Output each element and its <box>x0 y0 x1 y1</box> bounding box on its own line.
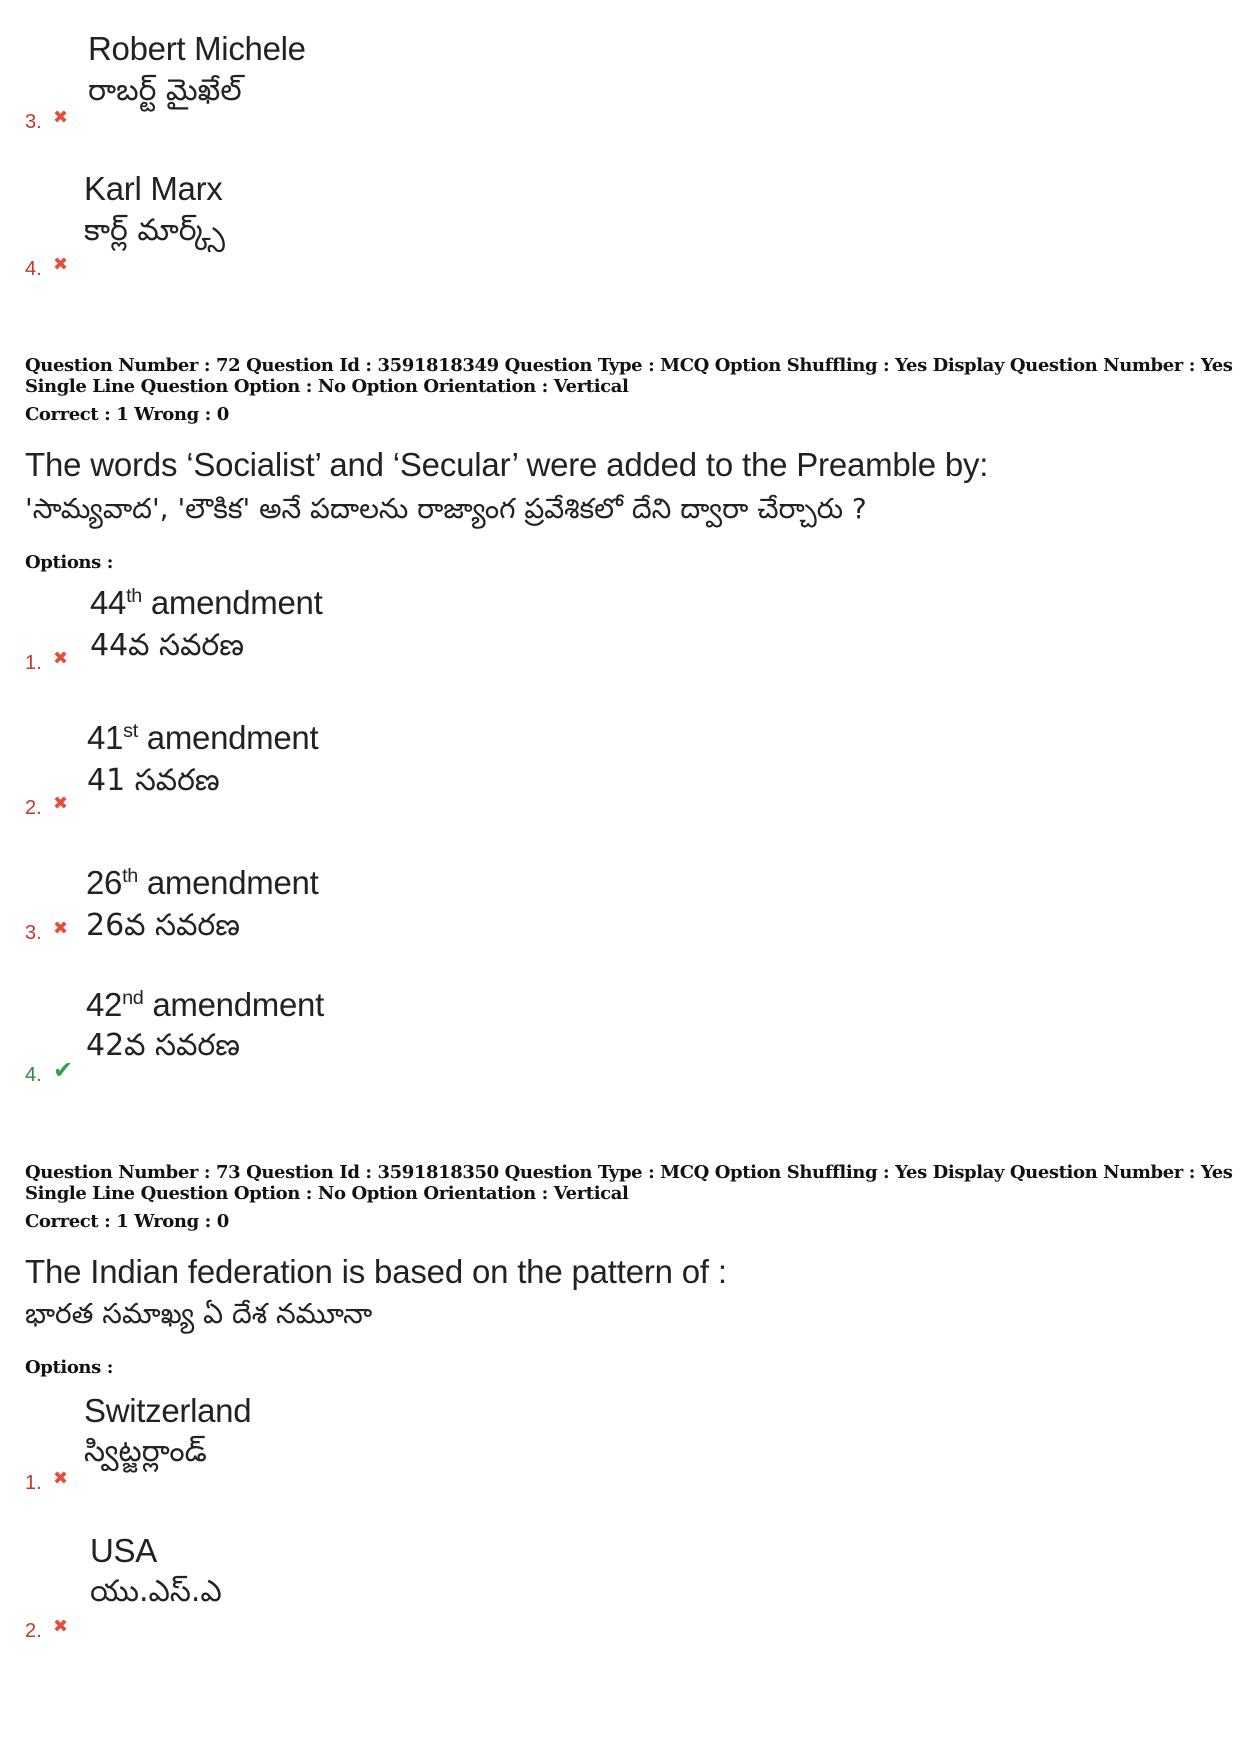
question-meta-line2: Single Line Question Option : No Option Orientation : Vertical <box>25 376 629 397</box>
option-text-te: కార్ల్ మార్క్స్ <box>84 213 225 248</box>
question-marks: Correct : 1 Wrong : 0 <box>25 404 229 425</box>
question-meta-line1: Question Number : 73 Question Id : 3591818350 Question Type : MCQ Option Shuffling : Yes Display Question Number : Yes <box>25 1162 1233 1183</box>
option-row <box>0 982 700 1112</box>
option-text-te: రాబర్ట్ మైఖేల్ <box>88 73 242 108</box>
question-text-en: The Indian federation is based on the pattern of : <box>25 1253 727 1290</box>
option-row <box>0 860 700 990</box>
option-number: 1. <box>25 1472 42 1494</box>
option-text-en: USA <box>90 1532 157 1569</box>
option-text-te: 26వ సవరణ <box>86 908 240 943</box>
question-text-en: The words ‘Socialist’ and ‘Secular’ were added to the Preamble by: <box>25 446 989 483</box>
option-number: 4. <box>25 258 42 280</box>
option-text-en: 44th amendment <box>90 584 323 621</box>
option-row <box>0 715 700 845</box>
option-text-te: 42వ సవరణ <box>86 1028 240 1063</box>
option-number: 2. <box>25 797 42 819</box>
option-row <box>0 1528 700 1658</box>
question-marks: Correct : 1 Wrong : 0 <box>25 1211 229 1232</box>
option-row <box>0 165 700 295</box>
correct-check-icon: ✔ <box>53 1057 74 1084</box>
wrong-cross-icon: ✖ <box>53 648 69 668</box>
question-text-te: 'సామ్యవాద', 'లౌకిక' అనే పదాలను రాజ్యాంగ ప్రవేశికలో దేని ద్వారా చేర్చారు ? <box>25 492 867 525</box>
option-text-en: Switzerland <box>84 1392 252 1429</box>
option-row <box>0 25 700 155</box>
option-number: 4. <box>25 1064 42 1086</box>
wrong-cross-icon: ✖ <box>53 918 69 938</box>
wrong-cross-icon: ✖ <box>53 1616 69 1636</box>
option-text-te: 44వ సవరణ <box>90 628 244 663</box>
options-label: Options : <box>25 552 113 573</box>
option-text-en: 26th amendment <box>86 864 319 901</box>
wrong-cross-icon: ✖ <box>53 793 69 813</box>
option-row <box>0 1388 700 1518</box>
option-number: 1. <box>25 652 42 674</box>
option-text-en: 41st amendment <box>87 719 319 756</box>
option-text-te: 41 సవరణ <box>87 763 220 798</box>
wrong-cross-icon: ✖ <box>53 1468 69 1488</box>
option-number: 2. <box>25 1620 42 1642</box>
wrong-cross-icon: ✖ <box>53 254 69 274</box>
option-text-en: Karl Marx <box>84 170 223 207</box>
wrong-cross-icon: ✖ <box>53 107 69 127</box>
options-label: Options : <box>25 1357 113 1378</box>
option-text-te: స్విట్జర్లాండ్ <box>84 1434 207 1469</box>
option-text-te: యు.ఎస్.ఎ <box>90 1574 222 1609</box>
option-number: 3. <box>25 922 42 944</box>
question-meta-line1: Question Number : 72 Question Id : 3591818349 Question Type : MCQ Option Shuffling : Yes Display Question Number : Yes <box>25 355 1233 376</box>
option-number: 3. <box>25 111 42 133</box>
question-meta-line2: Single Line Question Option : No Option Orientation : Vertical <box>25 1183 629 1204</box>
option-row <box>0 580 700 710</box>
option-text-en: 42nd amendment <box>86 986 324 1023</box>
option-text-en: Robert Michele <box>88 30 306 67</box>
question-text-te: భారత సమాఖ్య ఏ దేశ నమూనా <box>25 1297 373 1330</box>
